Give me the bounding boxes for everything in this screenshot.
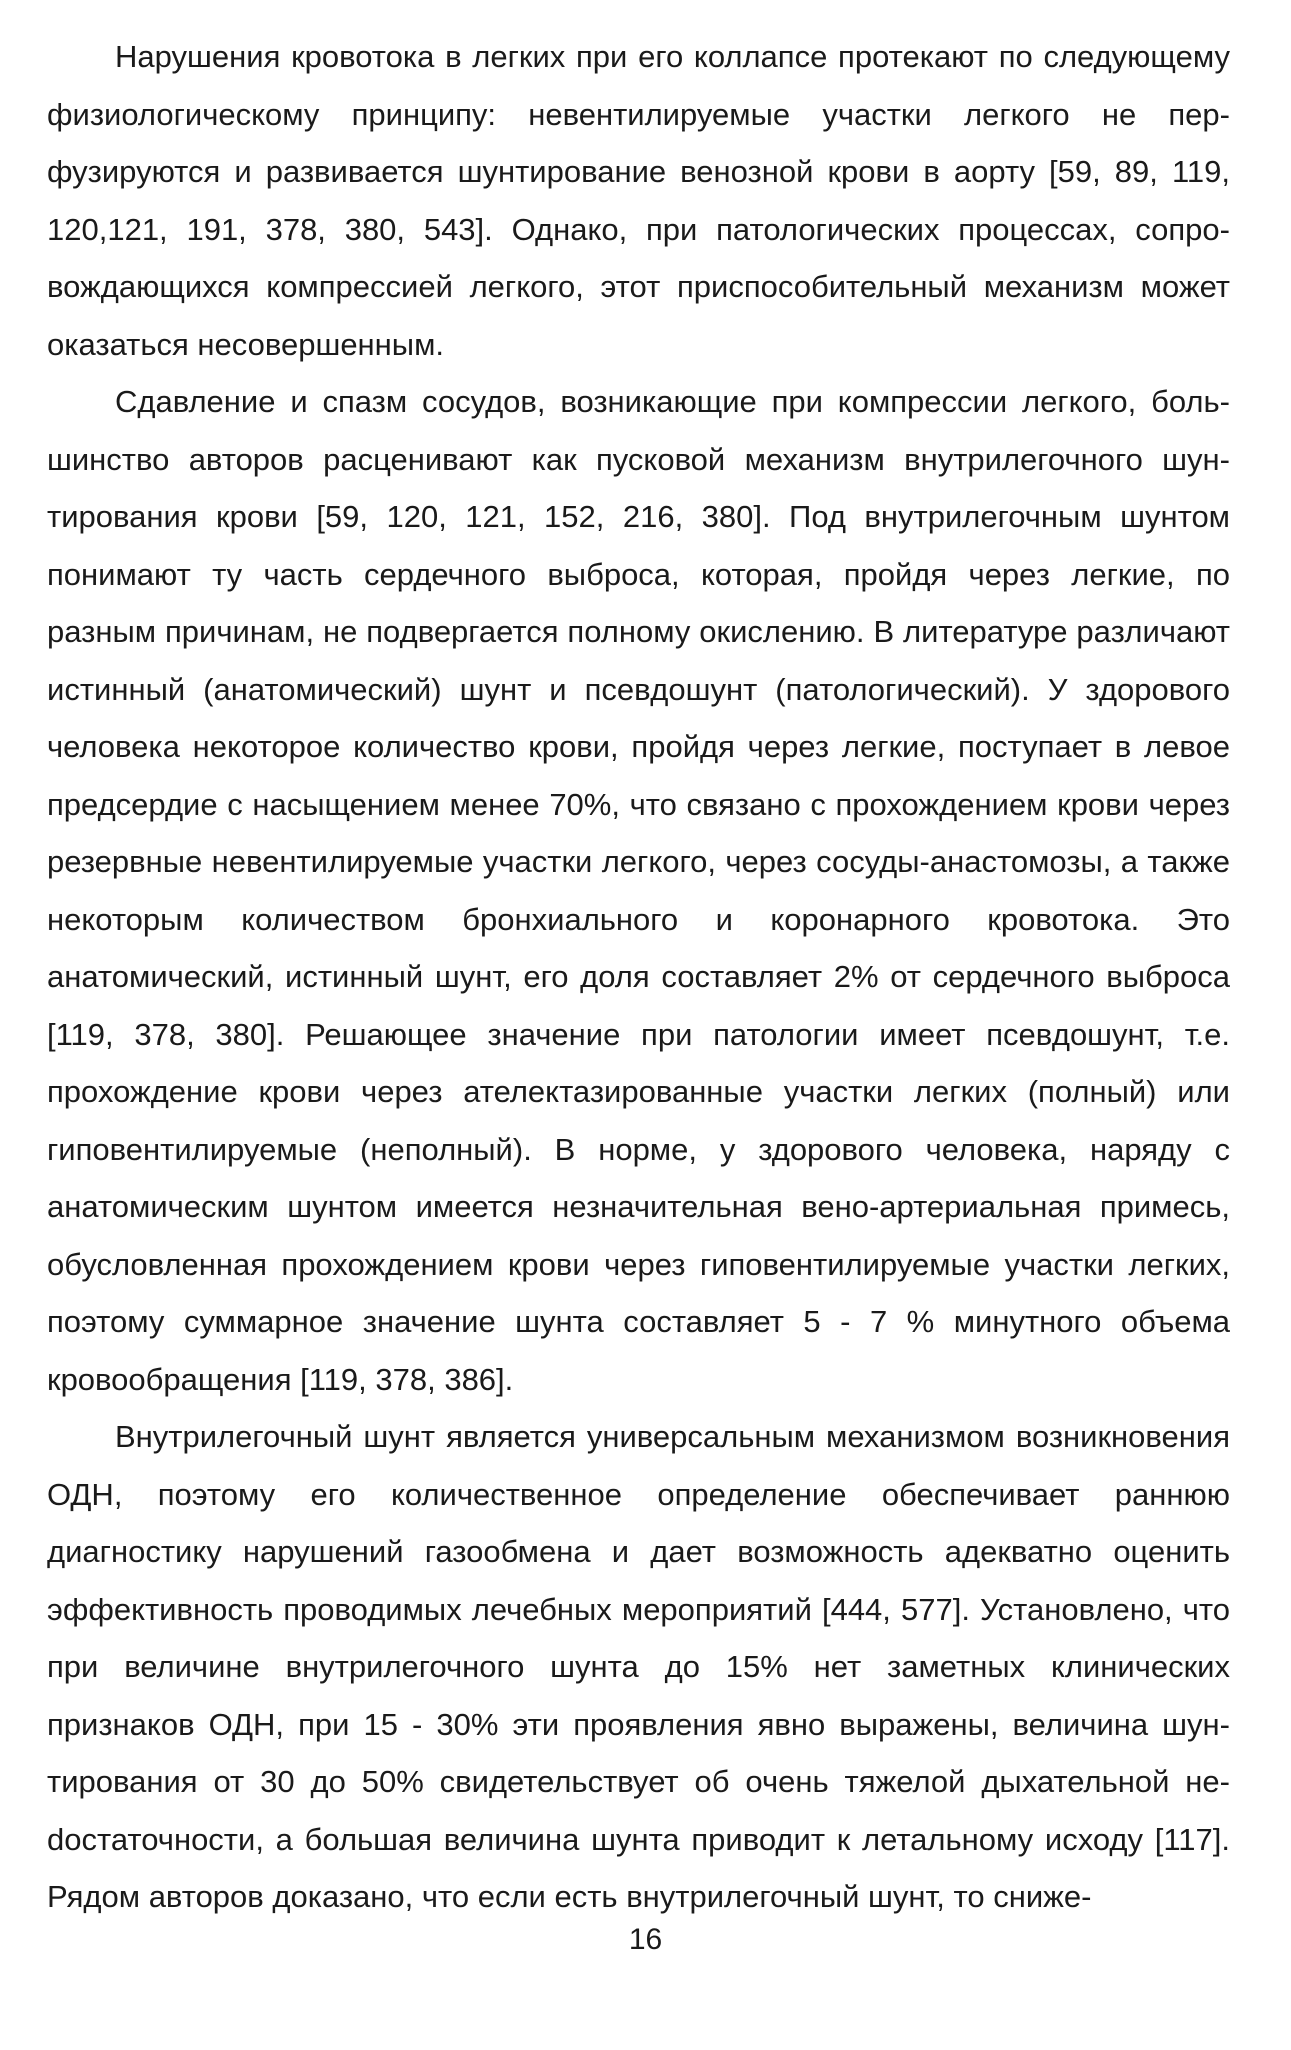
paragraph-intrapulmonary-shunt: Сдавление и спазм сосудов, возникающие при компрессии легкого, большинство авторов расценивают как пусковой механизм внутрилегочного шунтирования крови [59, 120, 121, 152, 216, 380]. Под внутрилегочным шунтом понимают ту часть сердечного выброса, которая, пройдя через легкие, по разным причинам, не подвергается полному окислению. В литературе различают истинный (анатомический) шунт и псевдошунт (патологический). У здорового человека некоторое количество крови, пройдя через легкие, поступает в левое предсердие с насыщением менее 70%, что связано с прохождением крови через резервные невентилируемые участки легкого, через сосуды-анастомозы, а также некоторым количеством бронхиального и коронарного кровотока. Это анатомический, истинный шунт, его доля составляет 2% от сердечного выброса [119, 378, 380]. Решающее значение при патологии имеет псевдошунт, т.е. прохождение крови через ателектазированные участки легких (полный) или гиповентилируемые (неполный). В норме, у здорового человека, наряду с анатомическим шунтом имеется незначительная вено-артериальная примесь, обусловленная прохождением крови через гиповентилируемые участки легких, поэтому суммарное значение шунта составляет 5 - 7 % минутного объема кровообращения [119, 378, 386]. [47, 384, 1230, 1397]
text-body [47, 28, 1230, 1926]
paragraph-blood-flow-collapse: Нарушения кровотока в легких при его коллапсе протекают по следующему физиологическому принципу: невентилируемые участки легкого не перфузируются и развивается шунтирование венозной крови в аорту [59, 89, 119, 120,121, 191, 378, 380, 543]. Однако, при патологических процессах, сопровождающихся компрессией легкого, этот приспособительный механизм может оказаться несовершенным. [47, 39, 1230, 362]
page-number: 16 [628, 1923, 663, 1956]
paragraph-shunt-diagnostics: Внутрилегочный шунт является универсальным механизмом возникновения ОДН, поэтому его количественное определение обеспечивает раннюю диагностику нарушений газообмена и дает возможность адекватно оценить эффективность проводимых лечебных мероприятий [444, 577]. Установлено, что при величине внутрилегочного шунта до 15% нет заметных клинических признаков ОДН, при 15 - 30% эти проявления явно выражены, величина шунтирования от 30 до 50% свидетельствует об очень тяжелой дыхательной неdостаточности, а большая величина шунта приводит к летальному исходу [117]. Рядом авторов доказано, что если есть внутрилегочный шунт, то сниже- [47, 1419, 1230, 1914]
